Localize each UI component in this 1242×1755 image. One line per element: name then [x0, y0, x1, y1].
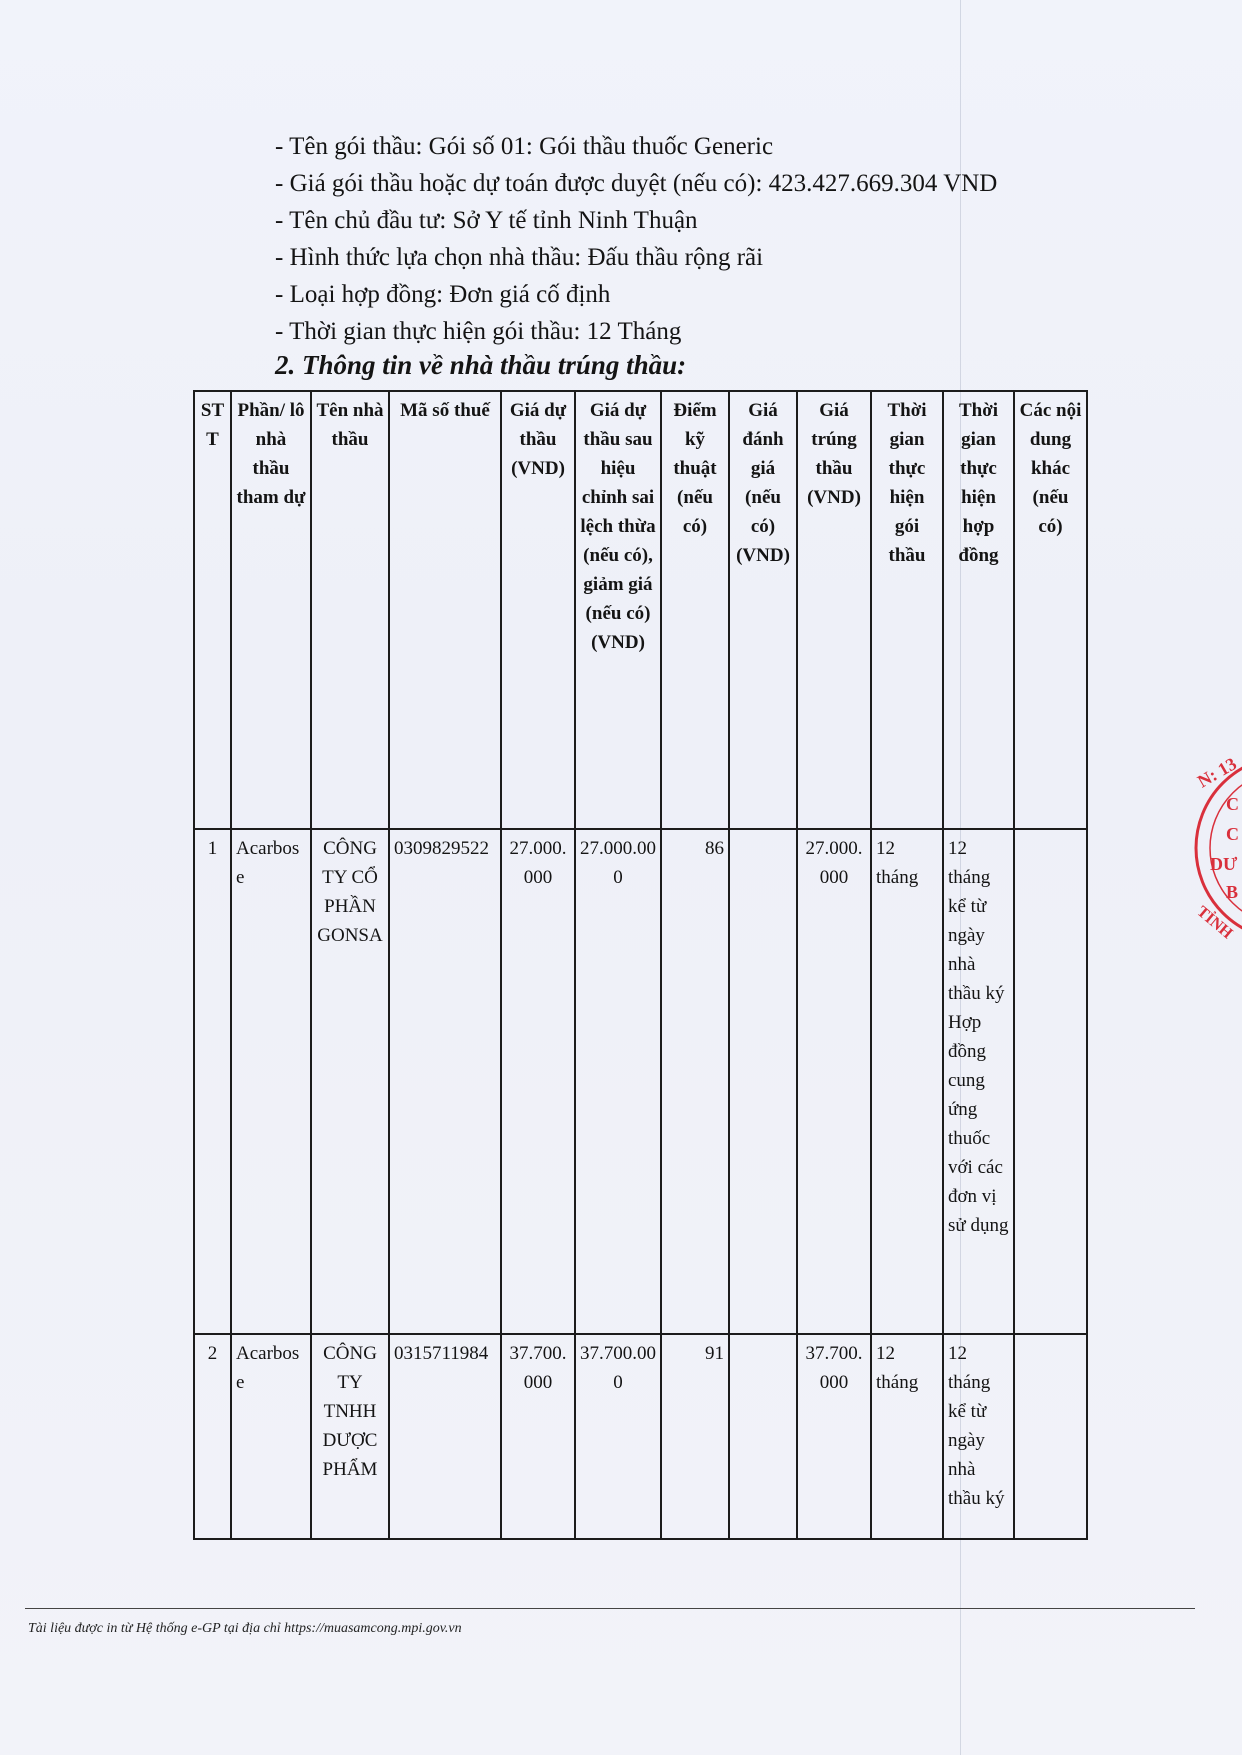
contract-type-line: - Loại hợp đồng: Đơn giá cố định [275, 281, 611, 308]
cell-contractor: CÔNG TY CỔ PHẦN GONSA [311, 829, 389, 1334]
header-contractor: Tên nhà thầu [311, 391, 389, 829]
header-winning-price: Giá trúng thầu (VND) [797, 391, 871, 829]
table-row [194, 829, 1087, 1334]
cell-eval-price [729, 1334, 797, 1539]
seal-fragment: N: 13 [1194, 753, 1240, 792]
seal-text [1193, 753, 1240, 942]
seal-fragment: C [1226, 824, 1239, 844]
cell-stt: 1 [194, 829, 231, 1334]
cell-bid-price: 37.700.000 [501, 1334, 575, 1539]
package-price-line: - Giá gói thầu hoặc dự toán được duyệt (nếu có): 423.427.669.304 VND [275, 170, 998, 197]
cell-tech-score: 86 [661, 829, 729, 1334]
seal-stamp [1188, 748, 1242, 948]
cell-tax-code: 0309829522 [389, 829, 501, 1334]
cell-winning-price: 37.700.000 [797, 1334, 871, 1539]
header-adjusted-price: Giá dự thầu sau hiệu chỉnh sai lệch thừa (nếu có), giảm giá (nếu có) (VND) [575, 391, 661, 829]
header-lot: Phần/ lô nhà thầu tham dự [231, 391, 311, 829]
cell-adjusted-price: 27.000.000 [575, 829, 661, 1334]
cell-contract-duration: 12 tháng kể từ ngày nhà thầu ký Hợp đồng cung ứng thuốc với các đơn vị sử dụng [943, 829, 1014, 1334]
winning-bidders-table [193, 390, 1088, 1540]
header-contract-duration: Thời gian thực hiện hợp đồng [943, 391, 1014, 829]
cell-package-duration: 12 tháng [871, 829, 943, 1334]
footer-note: Tài liệu được in từ Hệ thống e-GP tại địa chỉ https://muasamcong.mpi.gov.vn [28, 1621, 462, 1636]
header-other: Các nội dung khác (nếu có) [1014, 391, 1087, 829]
seal-fragment: TỈNH [1193, 903, 1236, 943]
cell-contract-duration: 12 tháng kể từ ngày nhà thầu ký [943, 1334, 1014, 1539]
cell-other [1014, 829, 1087, 1334]
table-row [194, 1334, 1087, 1539]
cell-contractor: CÔNG TY TNHH DƯỢC PHẨM [311, 1334, 389, 1539]
cell-eval-price [729, 829, 797, 1334]
cell-stt: 2 [194, 1334, 231, 1539]
header-tech-score: Điểm kỹ thuật (nếu có) [661, 391, 729, 829]
seal-fragment: B [1226, 882, 1239, 902]
cell-lot: Acarbose [231, 1334, 311, 1539]
tender-info [275, 128, 997, 350]
package-name-line: - Tên gói thầu: Gói số 01: Gói thầu thuốc Generic [275, 133, 774, 160]
header-stt: STT [194, 391, 231, 829]
table-header-row [194, 391, 1087, 829]
cell-tax-code: 0315711984 [389, 1334, 501, 1539]
seal-fragment: C [1226, 794, 1239, 814]
header-tax-code: Mã số thuế [389, 391, 501, 829]
footer-divider [25, 1608, 1195, 1609]
header-bid-price: Giá dự thầu (VND) [501, 391, 575, 829]
cell-winning-price: 27.000.000 [797, 829, 871, 1334]
investor-line: - Tên chủ đầu tư: Sở Y tế tỉnh Ninh Thuận [275, 207, 698, 234]
header-package-duration: Thời gian thực hiện gói thầu [871, 391, 943, 829]
cell-adjusted-price: 37.700.000 [575, 1334, 661, 1539]
cell-package-duration: 12 tháng [871, 1334, 943, 1539]
cell-bid-price: 27.000.000 [501, 829, 575, 1334]
header-eval-price: Giá đánh giá (nếu có) (VND) [729, 391, 797, 829]
duration-line: - Thời gian thực hiện gói thầu: 12 Tháng [275, 318, 682, 345]
cell-other [1014, 1334, 1087, 1539]
section-title: 2. Thông tin về nhà thầu trúng thầu: [275, 350, 687, 380]
cell-tech-score: 91 [661, 1334, 729, 1539]
selection-method-line: - Hình thức lựa chọn nhà thầu: Đấu thầu rộng rãi [275, 244, 764, 271]
cell-lot: Acarbose [231, 829, 311, 1334]
seal-fragment: DƯ [1210, 854, 1238, 874]
